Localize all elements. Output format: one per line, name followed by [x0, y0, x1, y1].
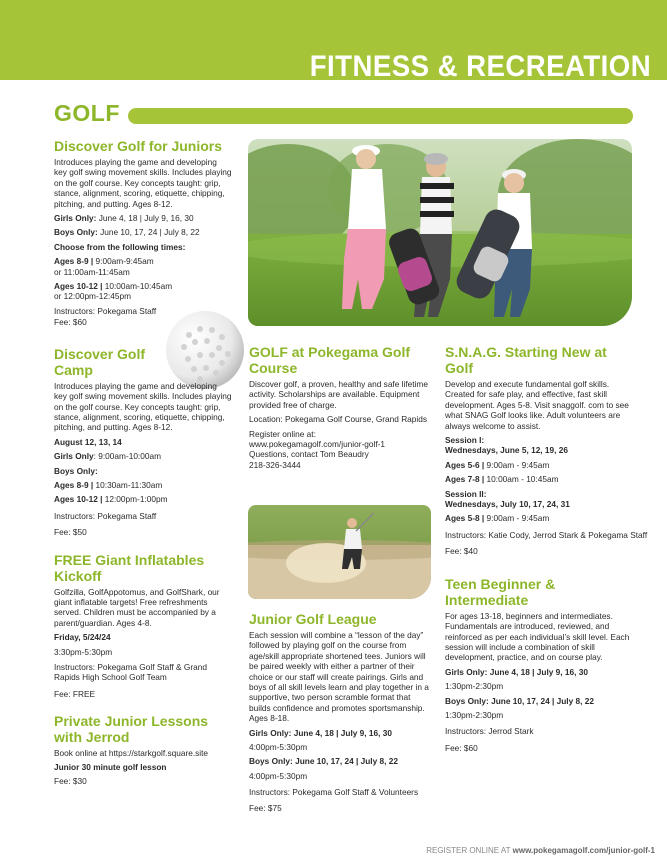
junior-league-boys: Boys Only: June 10, 17, 24 | July 8, 22	[249, 756, 398, 767]
teen-fee: Fee: $60	[445, 742, 478, 753]
discover-juniors-ages-10-12-alt: or 12:00pm-12:45pm	[54, 291, 132, 302]
footer-url-link[interactable]: www.pokegamagolf.com/junior-golf-1	[512, 846, 655, 855]
discover-camp-ages-10-12: Ages 10-12 | 12:00pm-1:00pm	[54, 494, 168, 505]
section-title: GOLF	[54, 100, 120, 126]
teen-girls: Girls Only: June 4, 18 | July 9, 16, 30	[445, 666, 588, 677]
teen-description: For ages 13-18, beginners and intermediates. Fundamentals are introduced, reviewed, and reinforced as per each individual’s skill level. Each session will include a combination of skill development, practice, and on course play.	[445, 610, 630, 663]
inflatables-instructors: Instructors: Pokegama Golf Staff & Grand Rapids High School Golf Team	[54, 662, 207, 683]
discover-camp-girls: Girls Only: 9:00am-10:00am	[54, 451, 161, 462]
private-lessons-fee: Fee: $30	[54, 776, 87, 787]
discover-camp-description: Introduces playing the game and developing key golf swing movement skills. Includes playing on the golf course. Key concepts taught: grip, stance, alignment, scoring, etiquette, chipping, pitching, and putting. Ages 8-12.	[54, 380, 232, 433]
snag-title-line1: S.N.A.G. Starting New at	[445, 344, 607, 360]
bunker-shot-photo	[248, 505, 431, 599]
middle-column-bottom	[249, 611, 431, 813]
footer-register	[426, 846, 655, 855]
junior-league-title: Junior Golf League	[249, 611, 377, 627]
discover-juniors-ages-8-9-alt: or 11:00am-11:45am	[54, 266, 130, 277]
snag-session2-label: Session II:	[445, 488, 487, 499]
snag-fee: Fee: $40	[445, 546, 478, 557]
discover-juniors-title: Discover Golf for Juniors	[54, 138, 223, 154]
teen-title-line1: Teen Beginner &	[445, 575, 556, 592]
junior-league-boys-time: 4:00pm-5:30pm	[249, 770, 308, 781]
discover-juniors-ages-8-9: Ages 8-9 | 9:00am-9:45am	[54, 256, 154, 267]
snag-description: Develop and execute fundamental golf skills. Created for safe play, and effective, fast skill development. Ages 5-8. Visit snaggolf. com to see what SNAG Golf looks like. Adult volunteers are always welcome to assist.	[445, 379, 629, 431]
snag-session1-ages-5-6: Ages 5-6 | 9:00am - 9:45am	[445, 459, 550, 470]
pokegama-course-phone: 218-326-3444	[249, 459, 301, 470]
pokegama-course-description: Discover golf, a proven, healthy and safe lifetime activity. Scholarships are available. Equipment provided free of charge.	[249, 379, 428, 410]
teen-title-line2: Intermediate	[445, 591, 529, 608]
private-lessons-type: Junior 30 minute golf lesson	[54, 761, 167, 772]
footer-label: REGISTER ONLINE AT	[426, 846, 511, 855]
section-divider-bar	[128, 108, 633, 124]
discover-juniors-description: Introduces playing the game and developing key golf swing movement skills. Includes playing on the golf course. Key concepts taught: grip, stance, alignment, scoring, etiquette, chipping, pitching, and putting. Ages 8-12.	[54, 157, 232, 209]
left-column	[54, 138, 232, 786]
junior-league-fee: Fee: $75	[249, 802, 282, 813]
page-title: FITNESS & RECREATION	[309, 50, 651, 83]
inflatables-title-line2: Kickoff	[54, 567, 102, 584]
inflatables-fee: Fee: FREE	[54, 688, 96, 699]
junior-league-description: Each session will combine a “lesson of the day” followed by playing golf on the course from age/skill appropriate shortened tees. Juniors will be paired weekly with either a partner of their choice or our staff will create pairings. Girls and boys of all skill levels learn and play together in a supportive, two person scramble format that builds confidence and promotes sportsmanship. Ages 8-18.	[249, 630, 429, 724]
discover-camp-boys-label: Boys Only:	[54, 465, 98, 476]
inflatables-date: Friday, 5/24/24	[54, 632, 111, 643]
discover-camp-ages-8-9: Ages 8-9 | 10:30am-11:30am	[54, 479, 163, 490]
snag-session1-dates: Wednesdays, June 5, 12, 19, 26	[445, 445, 568, 456]
pokegama-course-location: Location: Pokegama Golf Course, Grand Rapids	[249, 414, 428, 425]
teen-girls-time: 1:30pm-2:30pm	[445, 681, 504, 692]
hero-photo-golfers	[248, 139, 632, 326]
private-lessons-block	[54, 713, 232, 786]
discover-camp-block	[54, 346, 232, 538]
discover-camp-title-line1: Discover Golf	[54, 345, 146, 362]
discover-camp-instructors: Instructors: Pokegama Staff	[54, 510, 157, 521]
private-lessons-title-line1: Private Junior Lessons	[54, 713, 209, 730]
teen-block	[445, 576, 640, 753]
snag-session1-ages-7-8: Ages 7-8 | 10:00am - 10:45am	[445, 474, 559, 485]
teen-instructors: Instructors: Jerrod Stark	[445, 726, 534, 737]
pokegama-course-title-line1: GOLF at Pokegama Golf	[249, 344, 411, 360]
pokegama-course-questions: Questions, contact Tom Beaudry	[249, 449, 369, 460]
junior-league-instructors: Instructors: Pokegama Golf Staff & Volunteers	[249, 787, 419, 798]
pokegama-course-register-link[interactable]: www.pokegamagolf.com/junior-golf-1	[249, 439, 386, 450]
snag-title-line2: Golf	[445, 360, 473, 376]
snag-instructors: Instructors: Katie Cody, Jerrod Stark & Pokegama Staff	[445, 529, 648, 540]
discover-juniors-fee: Fee: $60	[54, 317, 87, 328]
teen-boys-time: 1:30pm-2:30pm	[445, 709, 504, 720]
pokegama-course-title-line2: Course	[249, 360, 298, 376]
discover-camp-title-line2: Camp	[54, 361, 93, 378]
discover-juniors-ages-10-12: Ages 10-12 | 10:00am-10:45am	[54, 281, 173, 292]
middle-column-top	[249, 344, 429, 470]
snag-session2-ages-5-8: Ages 5-8 | 9:00am - 9:45am	[445, 513, 550, 524]
inflatables-title-line1: FREE Giant Inflatables	[54, 551, 205, 568]
snag-session2-dates: Wednesdays, July 10, 17, 24, 31	[445, 499, 570, 510]
discover-juniors-girls: Girls Only: June 4, 18 | July 9, 16, 30	[54, 213, 194, 224]
pokegama-course-register-label: Register online at:	[249, 428, 316, 439]
teen-boys: Boys Only: June 10, 17, 24 | July 8, 22	[445, 695, 594, 706]
discover-juniors-instructors: Instructors: Pokegama Staff	[54, 305, 157, 316]
discover-juniors-choose: Choose from the following times:	[54, 241, 186, 252]
discover-camp-dates: August 12, 13, 14	[54, 436, 122, 447]
inflatables-block	[54, 552, 232, 700]
inflatables-description: Golfzilla, GolfAppotomus, and GolfShark, our giant inflatable targets! Free refreshments served. Children must be accompanied by a parent/guardian. Ages 4-8.	[54, 586, 220, 628]
private-lessons-booking-link[interactable]: Book online at https://starkgolf.square.site	[54, 748, 209, 759]
junior-league-girls: Girls Only: June 4, 18 | July 9, 16, 30	[249, 727, 392, 738]
discover-juniors-boys: Boys Only: June 10, 17, 24 | July 8, 22	[54, 227, 200, 238]
snag-session1-label: Session I:	[445, 435, 485, 446]
junior-league-girls-time: 4:00pm-5:30pm	[249, 742, 308, 753]
right-column	[445, 344, 648, 753]
private-lessons-title-line2: with Jerrod	[54, 729, 130, 746]
inflatables-time: 3:30pm-5:30pm	[54, 646, 113, 657]
discover-camp-fee: Fee: $50	[54, 527, 87, 538]
